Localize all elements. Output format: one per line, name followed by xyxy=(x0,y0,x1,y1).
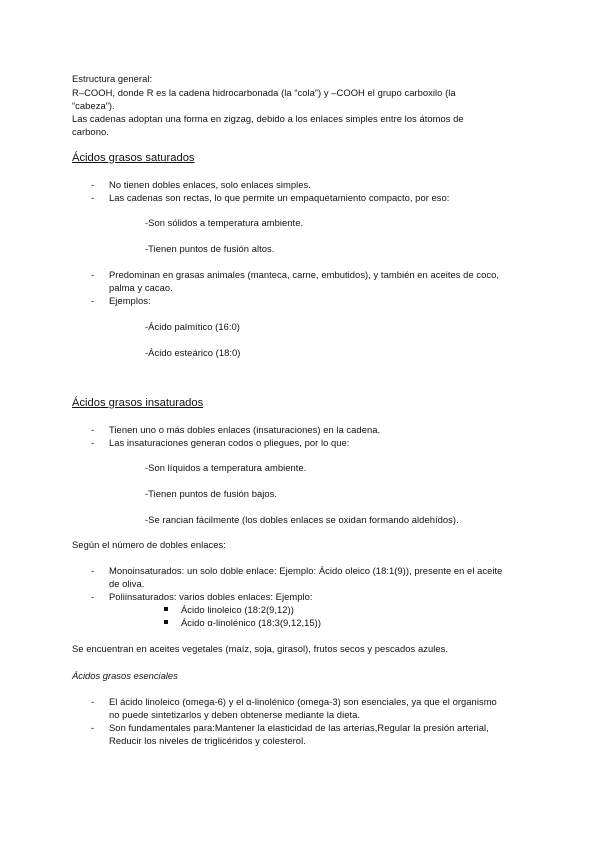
section-heading-esenciales: Ácidos grasos esenciales xyxy=(72,670,178,681)
insaturados-segun: Según el número de dobles enlaces: xyxy=(72,539,226,550)
esenciales-bullet-1b: no puede sintetizarlos y deben obtenerse mediante la dieta. xyxy=(109,709,361,720)
square-bullet-icon xyxy=(164,607,168,611)
insaturados-sub-1: -Son líquidos a temperatura ambiente. xyxy=(145,462,307,473)
bullet-dash: - xyxy=(91,424,95,435)
intro-line-1: Estructura general: xyxy=(72,73,153,84)
poliinsaturados-line: Poliinsaturados: varios dobles enlaces: Ejemplo: xyxy=(109,591,313,602)
saturados-bullet-2: Las cadenas son rectas, lo que permite un empaquetamiento compacto, por eso: xyxy=(109,192,450,203)
saturados-bullet-3b: palma y cacao. xyxy=(109,282,173,293)
saturados-bullet-3a: Predominan en grasas animales (manteca, carne, embutidos), y también en aceites de coco, xyxy=(109,269,500,280)
insaturados-bullet-1: Tienen uno o más dobles enlaces (insaturaciones) en la cadena. xyxy=(109,424,381,435)
bullet-dash: - xyxy=(91,722,95,733)
esenciales-bullet-1a: El ácido linoleico (omega-6) y el α-linolénico (omega-3) son esenciales, ya que el organismo xyxy=(109,696,497,707)
saturados-sub-1: -Son sólidos a temperatura ambiente. xyxy=(145,217,304,228)
insaturados-sub-2: -Tienen puntos de fusión bajos. xyxy=(145,488,278,499)
bullet-dash: - xyxy=(91,269,95,280)
insaturados-bullet-2: Las insaturaciones generan codos o pliegues, por lo que: xyxy=(109,437,350,448)
saturados-example-1: -Ácido palmítico (16:0) xyxy=(145,321,240,332)
bullet-dash: - xyxy=(91,565,95,576)
bullet-dash: - xyxy=(91,591,95,602)
monoinsaturados-line-1: Monoinsaturados: un solo doble enlace: Ejemplo: Ácido oleico (18:1(9)), presente en el aceite xyxy=(109,565,503,576)
monoinsaturados-line-2: de oliva. xyxy=(109,578,145,589)
bullet-dash: - xyxy=(91,192,95,203)
intro-line-5: carbono. xyxy=(72,126,109,137)
saturados-bullet-1: No tienen dobles enlaces, solo enlaces simples. xyxy=(109,179,311,190)
intro-line-3: “cabeza”). xyxy=(72,100,115,111)
section-heading-insaturados: Ácidos grasos insaturados xyxy=(72,397,204,409)
intro-line-4: Las cadenas adoptan una forma en zigzag, debido a los enlaces simples entre los átomos de xyxy=(72,113,464,124)
intro-line-2: R–COOH, donde R es la cadena hidrocarbonada (la “cola”) y –COOH el grupo carboxilo (la xyxy=(72,87,456,98)
section-heading-saturados: Ácidos grasos saturados xyxy=(72,152,195,164)
poliinsaturados-sub-1: Ácido linoleico (18:2(9,12)) xyxy=(181,604,294,615)
saturados-bullet-4: Ejemplos: xyxy=(109,295,151,306)
square-bullet-icon xyxy=(164,620,168,624)
poliinsaturados-sub-2: Ácido α-linolénico (18:3(9,12,15)) xyxy=(181,617,322,628)
bullet-dash: - xyxy=(91,437,95,448)
bullet-dash: - xyxy=(91,295,95,306)
insaturados-sub-3: -Se rancian fácilmente (los dobles enlaces se oxidan formando aldehídos). xyxy=(145,514,459,525)
esenciales-bullet-2a: Son fundamentales para:Mantener la elasticidad de las arterias,Regular la presión arterial, xyxy=(109,722,489,733)
bullet-dash: - xyxy=(91,696,95,707)
saturados-sub-2: -Tienen puntos de fusión altos. xyxy=(145,243,275,254)
bullet-dash: - xyxy=(91,179,95,190)
insaturados-fuentes: Se encuentran en aceites vegetales (maíz, soja, girasol), frutos secos y pescados azules. xyxy=(72,643,448,654)
saturados-example-2: -Ácido esteárico (18:0) xyxy=(145,347,241,358)
esenciales-bullet-2b: Reducir los niveles de triglicéridos y colesterol. xyxy=(109,735,306,746)
